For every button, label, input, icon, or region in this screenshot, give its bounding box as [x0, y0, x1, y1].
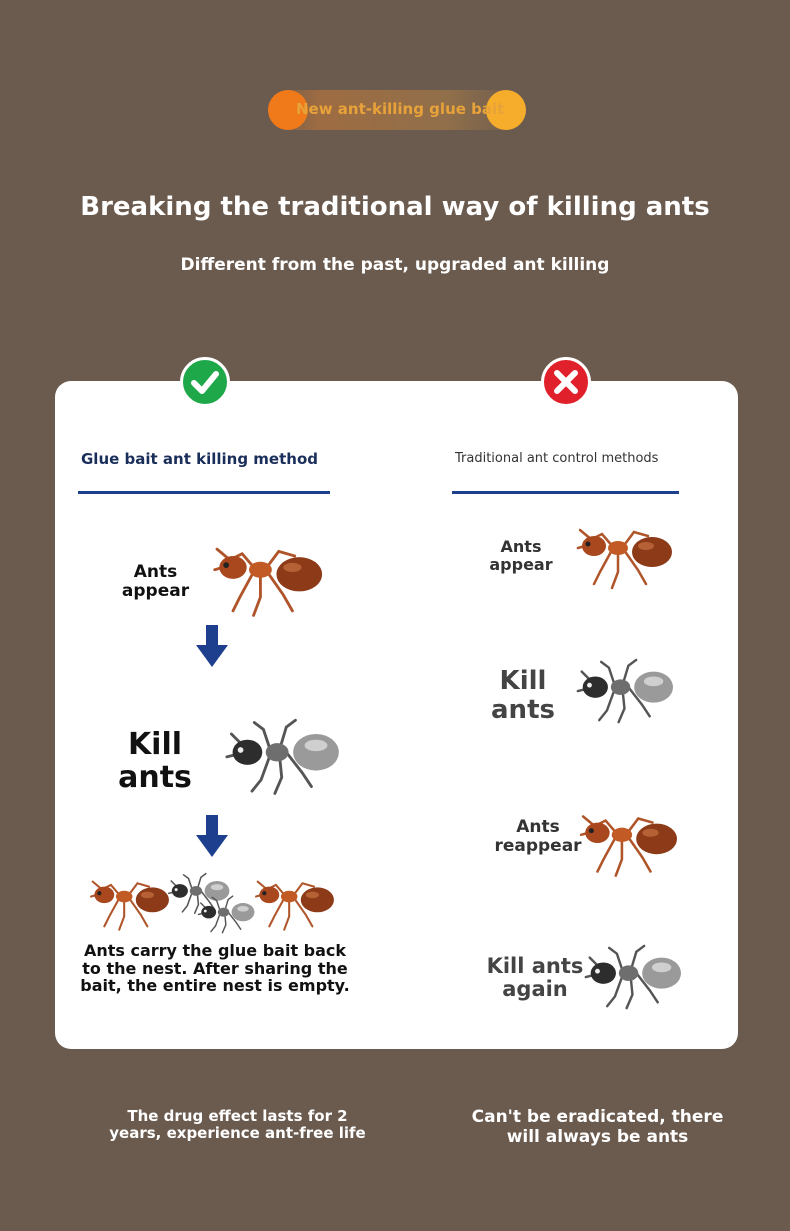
dead-ant-icon: [580, 942, 682, 1014]
left-result-text: Ants carry the glue bait back to the nest. After sharing the bait, the entire nest is empty.: [80, 941, 350, 996]
dead-ant-icon: [572, 658, 674, 726]
left-column-heading: Glue bait ant killing method: [81, 450, 318, 468]
left-stage1-text: Ants appear: [121, 562, 190, 601]
product-badge: [268, 90, 526, 130]
right-column-heading: Traditional ant control methods: [455, 451, 659, 466]
red-ant-icon: [250, 875, 335, 933]
page-title: Breaking the traditional way of killing ants: [80, 192, 710, 222]
red-ant-icon: [572, 522, 672, 592]
page-subtitle: Different from the past, upgraded ant killing: [180, 255, 610, 275]
red-ant-icon: [575, 808, 677, 880]
badge-label: New ant-killing glue bait: [296, 100, 505, 118]
down-arrow-icon: [196, 815, 228, 857]
dead-ant-icon: [195, 895, 255, 935]
left-column-rule: [78, 491, 330, 494]
left-footer-text: The drug effect lasts for 2 years, experience ant-free life: [109, 1107, 366, 1143]
dead-ant-icon: [220, 718, 340, 798]
right-stage3-text: Ants reappear: [494, 817, 582, 856]
left-stage2-text: Kill ants: [118, 727, 192, 795]
down-arrow-icon: [196, 625, 228, 667]
red-ant-icon: [205, 540, 325, 620]
check-icon: [180, 357, 230, 407]
right-stage2-text: Kill ants: [491, 666, 555, 725]
right-stage1-text: Ants appear: [489, 537, 553, 574]
right-footer-text: Can't be eradicated, there will always be ants: [471, 1107, 724, 1147]
red-ant-icon: [85, 875, 170, 933]
right-stage4-text: Kill ants again: [486, 954, 584, 1002]
right-column-rule: [452, 491, 679, 494]
cross-icon: [541, 357, 591, 407]
